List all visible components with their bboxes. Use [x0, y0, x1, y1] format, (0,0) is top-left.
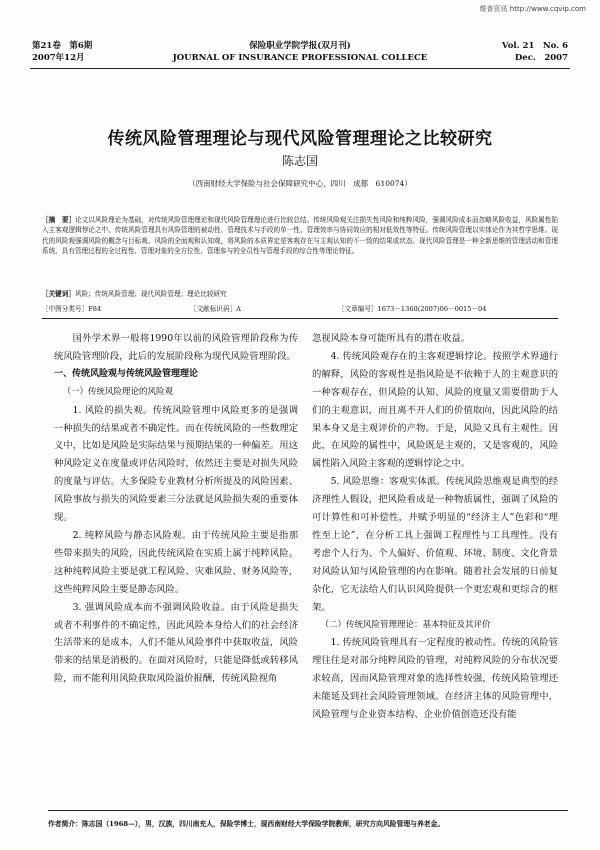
paragraph: 3. 强调风险成本而不强调风险收益。由于风险是损失或者不利事件的不确定性，因此风险本身给人们的社会经济生活带来的是成本，人们不能从风险事件中获取收益，风险带来的结果是消极的。在面对风险时，只能是降低或转移风险，而不能利用风险获取风险溢价报酬，传统风险视角 [54, 601, 298, 685]
article-number: ［文章编号］1673－1360(2007)06－0015－04 [338, 305, 487, 313]
clc-number: ［中图分类号］F84 [42, 305, 102, 313]
publication-date-en: Dec. 2007 [514, 53, 568, 63]
paper-title: 传统风险管理理论与现代风险管理理论之比较研究 [107, 129, 493, 149]
paragraph: 1. 风险的损失观。传统风险管理中风险更多的是强调一种损失的结果或者不确定性。而在传统风险的一些数理定义中，比如是风险是实际结果与预期结果的一种偏差。用这种风险定义在度量或评估风险时，依然还主要是对损失风险的度量与评估。大多保险专业教材分析所提及的风险因素、风险事故与损失的风险要素三分法就是风险损失观的重要体现。 [54, 404, 298, 524]
abstract-label: ［摘 要］ [42, 216, 76, 224]
paragraph-continuation: 忽视风险本身可能所具有的潜在收益。 [312, 333, 471, 344]
meta-rule [42, 318, 558, 319]
journal-name-cn: 保险职业学院学报(双月刊) [249, 41, 351, 51]
keywords [42, 288, 558, 298]
volume-issue: 第21卷 第6期 [32, 41, 93, 51]
publication-date: 2007年12月 [32, 53, 85, 63]
author-bio-footnote: 作者简介：陈志国（1968—），男，汉族，四川南充人，保险学博士，现西南财经大学保险学院教师，研究方向风险管理与养老金。 [48, 820, 445, 828]
subsection-heading: （二）传统风险管理理论：基本特征及其评价 [320, 619, 491, 630]
abstract-text: 论文以风险理论为基础，对传统风险管理理论和现代风险管理理论进行比较总结。传统风险观关注损失性风险和纯粹风险，强调风险成本而忽略风险收益，风险属性陷入主客观逻辑悖论之中。传统风险管理具有风险管理的被动性、管理技术与手段的单一性、管理效率与协同效应的相对低效性等特征。传统风险管理以实体论作为其哲学思维。现代的风险观强调风险的概念与目标观、风险的全面观和认知观，将风险的本质界定是客观存在与主观认知的不一致的结果或状态。现代风险管理是一种全新思维的管理活动和管理系统，具有管理过程的全过程性、管理对象的全方位性、管理参与的全员性与管理手段的综合性等理论特征。 [42, 216, 558, 256]
journal-volume-info-en [502, 40, 568, 64]
watermark: 维普资讯 http://www.cqvip.com [479, 5, 586, 13]
paragraph: 5. 风险思维：客观实体派。传统风险思维观是典型的经济理性人假设，把风险看成是一种物质属性，强调了风险的可计算性和可补偿性，并赋予明显的“经济主人”色彩和“理性至上论”，在分析工具上强调工程理性与工具理性。没有考虑个人行为、个人偏好、价值观、环境、制度、文化背景对风险认知与风险管理的内在影响。随着社会发展的日前复杂化，它无法给人们认识风险提供一个更宏观和更综合的框架。 [312, 476, 558, 613]
keywords-text: 风险；传统风险管理；现代风险管理；理论比较研究 [74, 290, 227, 298]
author-name: 陈志国 [281, 154, 318, 168]
keywords-label: ［关键词］ [42, 290, 75, 298]
paragraph: 国外学术界一般将1990年以前的风险管理阶段称为传统风险管理阶段，此后的发展阶段称为现代风险管理阶段。 [54, 333, 298, 362]
paragraph: 2. 纯粹风险与静态风险观。由于传统风险主要是指那些带来损失的风险，因此传统风险在实质上属于纯粹风险。这种纯粹风险主要是就工程风险、灾难风险、财务风险等，这些纯粹风险主要是静态风险。 [54, 529, 298, 595]
section-heading: 一、传统风险观与传统风险管理理论 [54, 368, 199, 379]
journal-name-en: JOURNAL OF INSURANCE PROFESSIONAL COLLECE [172, 53, 428, 63]
volume-issue-en: Vol. 21 No. 6 [501, 41, 568, 51]
paragraph: 4. 传统风险观存在的主客观逻辑悖论。按照学术界通行的解释，风险的客观性是指风险是不依赖于人的主观意识的一种客观存在，但风险的认知、风险的度量又需要借助于人们的主观意识，而且离不开人们的价值取向，因此风险的结果本身又是主观评价的产物。于是，风险又具有主观性。因此，在风险的属性中，风险既是主观的，又是客观的，风险属性陷入风险主客观的逻辑悖论之中。 [312, 350, 558, 470]
document-code: ［文献标识码］A [190, 305, 241, 313]
author-affiliation: （西南财经大学保险与社会保障研究中心，四川 成都 610074） [188, 179, 412, 188]
abstract [42, 215, 558, 257]
subsection-heading: （一）传统风险理论的风险观 [62, 386, 174, 397]
body-right-column [312, 330, 558, 724]
body-left-column [54, 330, 298, 688]
header-rule [30, 68, 570, 69]
paragraph: 1. 传统风险管理具有一定程度的被动性。传统的风险管理往往是对部分纯粹风险的管理，对纯粹风险的分布状况要求较高，因而风险管理对象的选择性较强，传统风险管理还未能延及到社会风险管理领域。在经济主体的风险管理中，风险管理与企业资本结构、企业价值创造还没有能 [312, 637, 558, 721]
footnote-rule [48, 810, 568, 811]
